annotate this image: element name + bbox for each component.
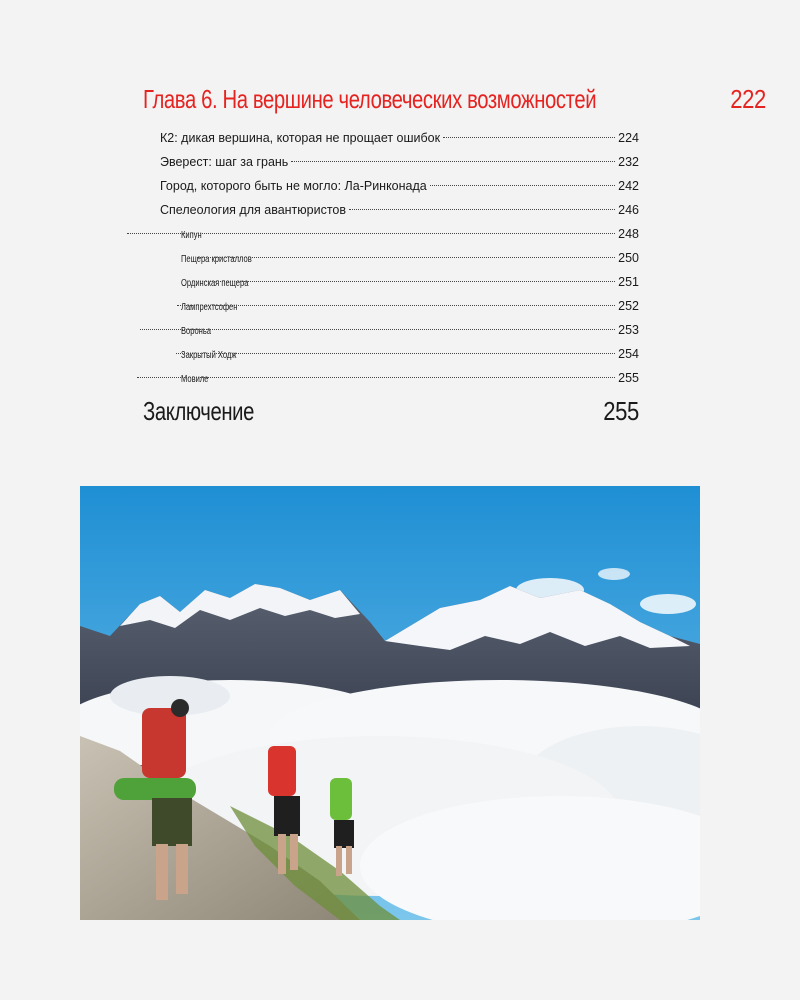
toc-entry-text: К2: дикая вершина, которая не прощает ошибок: [160, 131, 441, 145]
toc-subentry-text: Вороньа: [181, 325, 211, 337]
toc-subentry-page: 253: [618, 323, 639, 337]
table-of-contents: [143, 84, 766, 426]
conclusion-title: Заключение: [143, 396, 254, 426]
conclusion-page: 255: [603, 396, 639, 426]
toc-entry-page: 224: [618, 131, 639, 145]
toc-entry-text: Город, которого быть не могло: Ла-Ринконада: [160, 179, 427, 193]
dot-leader: [176, 353, 616, 354]
toc-subentry[interactable]: [143, 222, 639, 246]
toc-subentry[interactable]: [143, 246, 639, 270]
toc-entry-page: 246: [618, 203, 639, 217]
toc-subentry-text: Пещера кристаллов: [181, 253, 252, 265]
toc-entry[interactable]: [143, 126, 639, 150]
toc-subentry-page: 250: [618, 251, 639, 265]
toc-entry[interactable]: [143, 174, 639, 198]
toc-subentry-text: Ординская пещера: [181, 277, 249, 289]
mountain-hikers-photo: [80, 486, 700, 920]
dot-leader: [349, 209, 615, 210]
dot-leader: [127, 233, 615, 234]
conclusion-heading[interactable]: [143, 396, 639, 426]
toc-subentry-page: 254: [618, 347, 639, 361]
toc-entries: [143, 126, 639, 390]
toc-entry[interactable]: [143, 198, 639, 222]
toc-subentry[interactable]: [143, 270, 639, 294]
toc-subentry-page: 252: [618, 299, 639, 313]
toc-entry-page: 242: [618, 179, 639, 193]
toc-subentry[interactable]: [143, 318, 639, 342]
toc-entry-text: Спелеология для авантюристов: [160, 203, 347, 217]
dot-leader: [443, 137, 615, 138]
toc-subentry-text: Закрытый Ходж: [181, 349, 237, 361]
chapter-page: 222: [730, 84, 766, 114]
toc-subentry[interactable]: [143, 294, 639, 318]
dot-leader: [291, 161, 615, 162]
dot-leader: [430, 185, 615, 186]
toc-subentry-text: Мовиле: [181, 373, 209, 385]
toc-entry-page: 232: [618, 155, 639, 169]
toc-entry[interactable]: [143, 150, 639, 174]
dot-leader: [137, 377, 615, 378]
dot-leader: [177, 305, 615, 306]
toc-subentry-page: 255: [618, 371, 639, 385]
dot-leader: [197, 257, 615, 258]
chapter-title: Глава 6. На вершине человеческих возможностей: [143, 84, 597, 114]
toc-subentry-page: 251: [618, 275, 639, 289]
dot-leader: [192, 281, 615, 282]
toc-subentry[interactable]: [143, 366, 639, 390]
chapter-6-heading[interactable]: [143, 84, 766, 114]
toc-subentry-page: 248: [618, 227, 639, 241]
toc-subentry-text: Кипун: [181, 229, 202, 241]
toc-subentry[interactable]: [143, 342, 639, 366]
toc-subentry-text: Лампрехтсофен: [181, 301, 238, 313]
dot-leader: [140, 329, 615, 330]
toc-entry-text: Эверест: шаг за грань: [160, 155, 289, 169]
